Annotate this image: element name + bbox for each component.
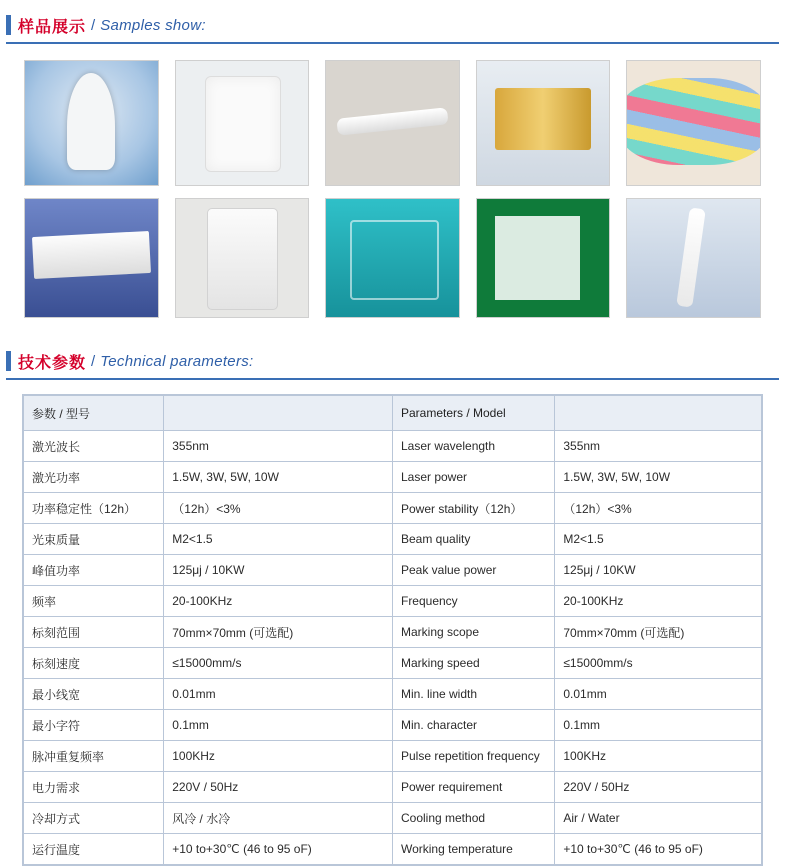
table-row: [24, 772, 762, 803]
green-pcb-board-qr-image: [477, 199, 610, 317]
parameters-title-en: Technical parameters:: [100, 352, 254, 370]
parameters-title-separator: /: [91, 352, 96, 370]
earphone-cable-controller-image: [627, 199, 760, 317]
row-cn-value: +10 to+30℃ (46 to 95 oF): [164, 834, 393, 865]
row-cn-name: 频率: [24, 586, 164, 617]
sample-thumbnail-7[interactable]: [175, 198, 310, 318]
header-cn-value: [164, 396, 393, 431]
row-en-name: Cooling method: [392, 803, 554, 834]
section-spacer: [0, 318, 785, 344]
table-row: [24, 710, 762, 741]
row-en-value: M2<1.5: [555, 524, 762, 555]
row-en-name: Peak value power: [392, 555, 554, 586]
row-cn-name: 光束质量: [24, 524, 164, 555]
row-en-value: 20-100KHz: [555, 586, 762, 617]
header-cn-label: 参数 / 型号: [24, 396, 164, 431]
table-header-row: [24, 396, 762, 431]
row-en-name: Power stability（12h）: [392, 493, 554, 524]
white-strip-label-qr-image: [25, 199, 158, 317]
row-en-name: Laser power: [392, 462, 554, 493]
table-row: [24, 834, 762, 865]
accent-bar-icon: [6, 15, 11, 35]
spec-table: [23, 395, 762, 865]
samples-grid: [6, 60, 779, 318]
header-en-label: Parameters / Model: [392, 396, 554, 431]
row-cn-name: 脉冲重复频率: [24, 741, 164, 772]
row-en-name: Marking scope: [392, 617, 554, 648]
row-en-name: Power requirement: [392, 772, 554, 803]
accent-bar-icon: [6, 351, 11, 371]
row-en-name: Frequency: [392, 586, 554, 617]
row-en-name: Laser wavelength: [392, 431, 554, 462]
row-cn-value: 355nm: [164, 431, 393, 462]
sample-thumbnail-2[interactable]: [175, 60, 310, 186]
row-cn-name: 激光功率: [24, 462, 164, 493]
row-cn-value: 20-100KHz: [164, 586, 393, 617]
samsung-travel-adapter-image: [176, 199, 309, 317]
table-row: [24, 803, 762, 834]
row-en-name: Min. character: [392, 710, 554, 741]
row-cn-value: （12h）<3%: [164, 493, 393, 524]
sample-thumbnail-1[interactable]: [24, 60, 159, 186]
gold-pcb-module-qr-image: [477, 61, 610, 185]
row-cn-value: 风冷 / 水冷: [164, 803, 393, 834]
row-en-value: ≤15000mm/s: [555, 648, 762, 679]
sample-thumbnail-4[interactable]: [476, 60, 611, 186]
row-cn-name: 最小线宽: [24, 679, 164, 710]
row-en-value: 1.5W, 3W, 5W, 10W: [555, 462, 762, 493]
table-row: [24, 741, 762, 772]
samples-title-cn: 样品展示: [18, 16, 87, 36]
row-cn-name: 电力需求: [24, 772, 164, 803]
row-en-value: 70mm×70mm (可选配): [555, 617, 762, 648]
parameters-section-header: [6, 344, 779, 380]
row-cn-name: 标刻范围: [24, 617, 164, 648]
spec-table-body: [24, 396, 762, 865]
header-en-value: [555, 396, 762, 431]
table-row: [24, 617, 762, 648]
row-cn-value: M2<1.5: [164, 524, 393, 555]
sample-thumbnail-8[interactable]: [325, 198, 460, 318]
usb-cable-connector-marking-image: [326, 61, 459, 185]
row-cn-name: 最小字符: [24, 710, 164, 741]
row-en-name: Beam quality: [392, 524, 554, 555]
row-cn-value: 0.01mm: [164, 679, 393, 710]
samples-section-header: [6, 8, 779, 44]
engraved-crystal-block-image: [326, 199, 459, 317]
row-en-value: 100KHz: [555, 741, 762, 772]
row-cn-name: 功率稳定性（12h）: [24, 493, 164, 524]
row-cn-name: 激光波长: [24, 431, 164, 462]
row-cn-value: 100KHz: [164, 741, 393, 772]
row-en-value: 355nm: [555, 431, 762, 462]
row-cn-name: 冷却方式: [24, 803, 164, 834]
row-en-value: +10 to+30℃ (46 to 95 oF): [555, 834, 762, 865]
row-cn-value: 0.1mm: [164, 710, 393, 741]
row-en-value: 125μj / 10KW: [555, 555, 762, 586]
table-row: [24, 586, 762, 617]
row-en-value: 0.01mm: [555, 679, 762, 710]
table-row: [24, 679, 762, 710]
row-cn-name: 标刻速度: [24, 648, 164, 679]
row-en-value: Air / Water: [555, 803, 762, 834]
table-row: [24, 493, 762, 524]
table-row: [24, 524, 762, 555]
row-en-name: Working temperature: [392, 834, 554, 865]
samples-title-en: Samples show:: [100, 16, 206, 34]
sample-thumbnail-3[interactable]: [325, 60, 460, 186]
row-cn-value: ≤15000mm/s: [164, 648, 393, 679]
row-cn-value: 70mm×70mm (可选配): [164, 617, 393, 648]
row-en-value: （12h）<3%: [555, 493, 762, 524]
spec-table-wrapper: [22, 394, 763, 866]
row-en-name: Min. line width: [392, 679, 554, 710]
apple-charger-marking-image: [176, 61, 309, 185]
sample-thumbnail-9[interactable]: [476, 198, 611, 318]
parameters-title-cn: 技术参数: [18, 352, 87, 372]
silicone-wristbands-image: [627, 61, 760, 185]
row-cn-value: 220V / 50Hz: [164, 772, 393, 803]
row-cn-value: 1.5W, 3W, 5W, 10W: [164, 462, 393, 493]
row-cn-value: 125μj / 10KW: [164, 555, 393, 586]
row-en-value: 220V / 50Hz: [555, 772, 762, 803]
sample-thumbnail-10[interactable]: [626, 198, 761, 318]
table-row: [24, 462, 762, 493]
table-row: [24, 555, 762, 586]
sample-thumbnail-5[interactable]: [626, 60, 761, 186]
top-spacer: [0, 0, 785, 8]
row-en-name: Pulse repetition frequency: [392, 741, 554, 772]
samples-title-separator: /: [91, 16, 96, 34]
row-cn-name: 峰值功率: [24, 555, 164, 586]
row-en-name: Marking speed: [392, 648, 554, 679]
row-en-value: 0.1mm: [555, 710, 762, 741]
white-plastic-cone-marking-image: [25, 61, 158, 185]
table-row: [24, 431, 762, 462]
table-row: [24, 648, 762, 679]
sample-thumbnail-6[interactable]: [24, 198, 159, 318]
row-cn-name: 运行温度: [24, 834, 164, 865]
